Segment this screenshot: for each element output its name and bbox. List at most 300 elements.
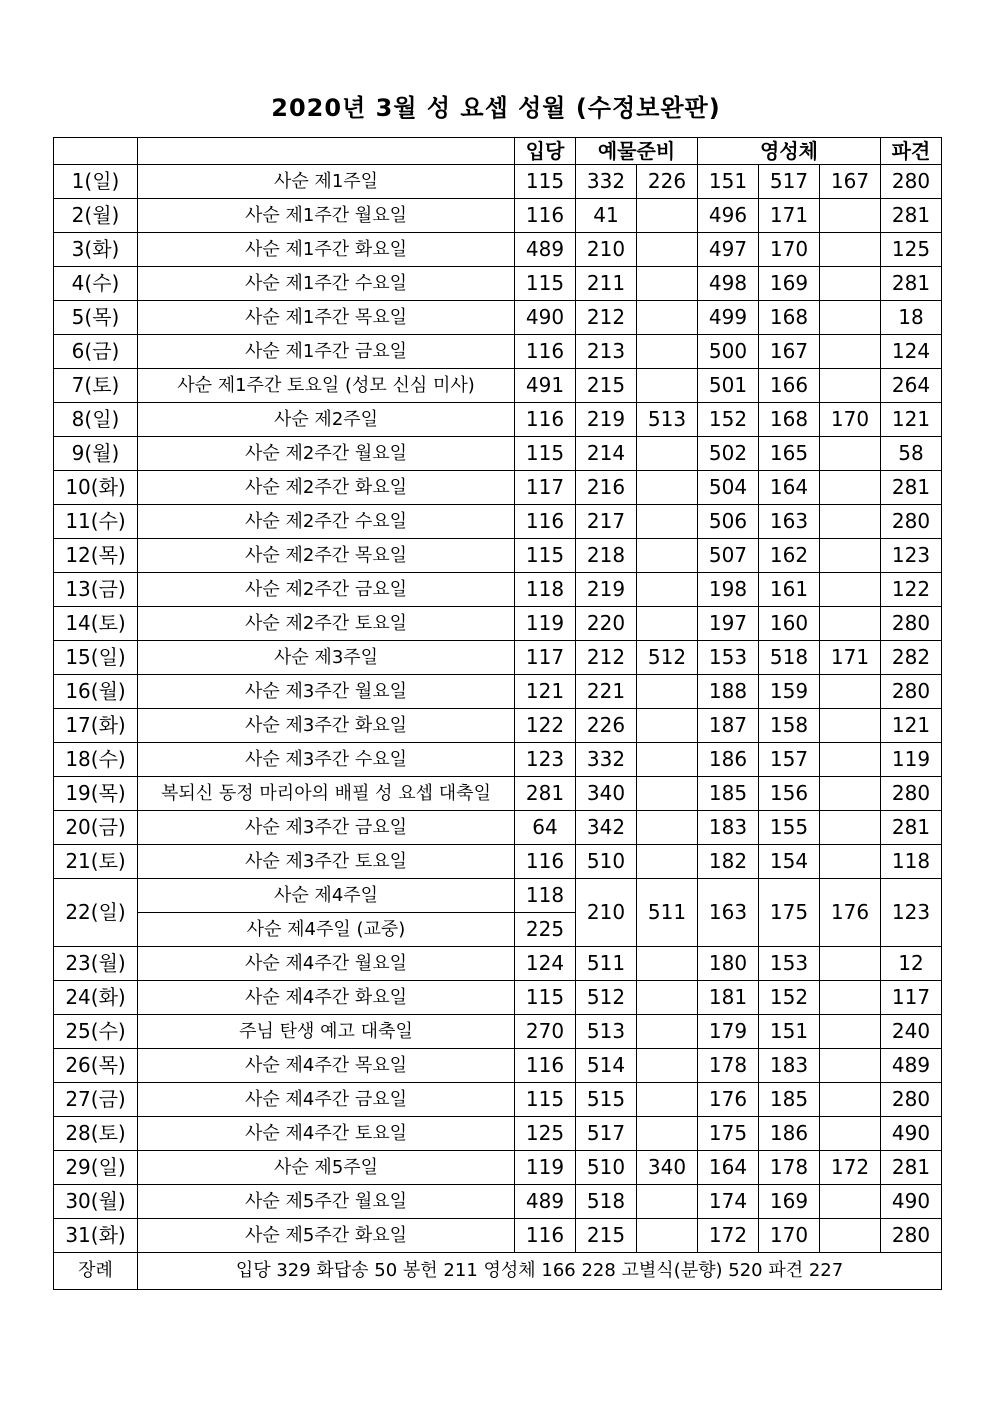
name-cell: 사순 제3주간 화요일: [138, 709, 515, 743]
dismissal-cell: 281: [881, 199, 942, 233]
funeral-text: 입당 329 화답송 50 봉헌 211 영성체 166 228 고별식(분향) 520 파견 227: [138, 1253, 942, 1290]
communion-cell-3: [820, 1185, 881, 1219]
offertory-cell-1: 213: [576, 335, 637, 369]
name-cell: 사순 제5주간 화요일: [138, 1219, 515, 1253]
communion-cell-2: 171: [759, 199, 820, 233]
entrance-cell: 115: [515, 165, 576, 199]
offertory-cell-1: 332: [576, 743, 637, 777]
dismissal-cell: 280: [881, 1083, 942, 1117]
communion-cell-2: 183: [759, 1049, 820, 1083]
dismissal-cell: 240: [881, 1015, 942, 1049]
communion-cell-1: 197: [698, 607, 759, 641]
table-row: [54, 709, 942, 743]
date-cell: 11(수): [54, 505, 138, 539]
table-row: [54, 1151, 942, 1185]
communion-cell-3: [820, 233, 881, 267]
communion-cell-3: [820, 947, 881, 981]
offertory-cell-1: 215: [576, 1219, 637, 1253]
communion-cell-3: [820, 1219, 881, 1253]
communion-cell-3: [820, 505, 881, 539]
offertory-cell-2: 226: [637, 165, 698, 199]
communion-cell-1: 187: [698, 709, 759, 743]
entrance-cell: 118: [515, 573, 576, 607]
name-cell: 사순 제4주간 토요일: [138, 1117, 515, 1151]
offertory-cell-2: [637, 573, 698, 607]
table-row: [54, 1219, 942, 1253]
communion-cell-2: 168: [759, 403, 820, 437]
dismissal-cell: 281: [881, 471, 942, 505]
date-cell: 23(월): [54, 947, 138, 981]
entrance-cell: 281: [515, 777, 576, 811]
dismissal-cell: 282: [881, 641, 942, 675]
offertory-cell-1: 218: [576, 539, 637, 573]
communion-cell-1: 499: [698, 301, 759, 335]
entrance-cell: 116: [515, 199, 576, 233]
communion-cell-3: [820, 1049, 881, 1083]
communion-cell-2: 162: [759, 539, 820, 573]
table-row: [54, 811, 942, 845]
offertory-cell-1: 210: [576, 879, 637, 947]
communion-cell-1: 176: [698, 1083, 759, 1117]
name-cell: 사순 제3주간 금요일: [138, 811, 515, 845]
date-cell: 16(월): [54, 675, 138, 709]
communion-cell-3: [820, 1015, 881, 1049]
date-cell: 3(화): [54, 233, 138, 267]
entrance-cell: 225: [515, 913, 576, 947]
funeral-label: 장례: [54, 1253, 138, 1290]
table-row: [54, 1049, 942, 1083]
name-cell: 사순 제1주일: [138, 165, 515, 199]
communion-cell-2: 518: [759, 641, 820, 675]
table-row-22a: [54, 879, 942, 913]
offertory-cell-2: [637, 437, 698, 471]
header-row: [54, 138, 942, 165]
communion-cell-2: 157: [759, 743, 820, 777]
entrance-cell: 116: [515, 403, 576, 437]
communion-cell-1: 152: [698, 403, 759, 437]
date-cell: 30(월): [54, 1185, 138, 1219]
offertory-cell-1: 215: [576, 369, 637, 403]
dismissal-cell: 121: [881, 403, 942, 437]
offertory-cell-1: 515: [576, 1083, 637, 1117]
communion-cell-1: 506: [698, 505, 759, 539]
entrance-cell: 489: [515, 233, 576, 267]
communion-cell-2: 169: [759, 267, 820, 301]
offertory-cell-2: [637, 1015, 698, 1049]
communion-cell-1: 175: [698, 1117, 759, 1151]
dismissal-cell: 280: [881, 777, 942, 811]
offertory-cell-2: 512: [637, 641, 698, 675]
name-cell: 사순 제4주간 목요일: [138, 1049, 515, 1083]
name-cell: 사순 제4주간 화요일: [138, 981, 515, 1015]
dismissal-cell: 58: [881, 437, 942, 471]
communion-cell-2: 175: [759, 879, 820, 947]
date-cell: 10(화): [54, 471, 138, 505]
offertory-cell-2: 511: [637, 879, 698, 947]
offertory-cell-2: [637, 845, 698, 879]
dismissal-cell: 124: [881, 335, 942, 369]
offertory-cell-1: 342: [576, 811, 637, 845]
communion-cell-3: [820, 743, 881, 777]
offertory-cell-2: [637, 539, 698, 573]
offertory-cell-1: 221: [576, 675, 637, 709]
communion-cell-3: [820, 437, 881, 471]
entrance-cell: 490: [515, 301, 576, 335]
communion-cell-3: 171: [820, 641, 881, 675]
offertory-cell-1: 219: [576, 403, 637, 437]
offertory-cell-2: [637, 1049, 698, 1083]
communion-cell-1: 501: [698, 369, 759, 403]
dismissal-cell: 12: [881, 947, 942, 981]
date-cell: 4(수): [54, 267, 138, 301]
name-cell: 사순 제2주간 수요일: [138, 505, 515, 539]
dismissal-cell: 117: [881, 981, 942, 1015]
entrance-cell: 123: [515, 743, 576, 777]
communion-cell-3: 167: [820, 165, 881, 199]
header-dismissal: 파견: [881, 138, 942, 165]
communion-cell-3: [820, 811, 881, 845]
name-cell: 사순 제3주간 토요일: [138, 845, 515, 879]
offertory-cell-2: [637, 1117, 698, 1151]
communion-cell-2: 169: [759, 1185, 820, 1219]
offertory-cell-2: [637, 369, 698, 403]
communion-cell-1: 174: [698, 1185, 759, 1219]
communion-cell-3: [820, 471, 881, 505]
communion-cell-2: 168: [759, 301, 820, 335]
offertory-cell-1: 214: [576, 437, 637, 471]
communion-cell-1: 185: [698, 777, 759, 811]
communion-cell-3: [820, 1083, 881, 1117]
header-offertory: 예물준비: [576, 138, 698, 165]
entrance-cell: 115: [515, 437, 576, 471]
entrance-cell: 117: [515, 471, 576, 505]
dismissal-cell: 280: [881, 675, 942, 709]
name-cell: 사순 제1주간 화요일: [138, 233, 515, 267]
date-cell: 21(토): [54, 845, 138, 879]
offertory-cell-2: [637, 607, 698, 641]
table-row: [54, 335, 942, 369]
offertory-cell-2: [637, 301, 698, 335]
offertory-cell-2: [637, 199, 698, 233]
offertory-cell-2: [637, 1219, 698, 1253]
communion-cell-3: [820, 607, 881, 641]
communion-cell-1: 151: [698, 165, 759, 199]
date-cell: 17(화): [54, 709, 138, 743]
communion-cell-2: 160: [759, 607, 820, 641]
table-row: [54, 199, 942, 233]
name-cell: 사순 제3주일: [138, 641, 515, 675]
entrance-cell: 115: [515, 981, 576, 1015]
communion-cell-2: 155: [759, 811, 820, 845]
name-cell: 사순 제1주간 월요일: [138, 199, 515, 233]
date-cell: 18(수): [54, 743, 138, 777]
date-cell: 12(목): [54, 539, 138, 573]
name-cell: 사순 제5주간 월요일: [138, 1185, 515, 1219]
offertory-cell-1: 510: [576, 1151, 637, 1185]
date-cell: 25(수): [54, 1015, 138, 1049]
communion-cell-1: 172: [698, 1219, 759, 1253]
dismissal-cell: 281: [881, 811, 942, 845]
communion-cell-1: 186: [698, 743, 759, 777]
table-row: [54, 743, 942, 777]
name-cell: 사순 제5주일: [138, 1151, 515, 1185]
date-cell: 6(금): [54, 335, 138, 369]
communion-cell-2: 156: [759, 777, 820, 811]
communion-cell-3: [820, 369, 881, 403]
hymn-schedule-table: [53, 137, 942, 1290]
offertory-cell-2: [637, 675, 698, 709]
communion-cell-2: 159: [759, 675, 820, 709]
offertory-cell-1: 511: [576, 947, 637, 981]
table-row: [54, 539, 942, 573]
date-cell: 27(금): [54, 1083, 138, 1117]
communion-cell-2: 153: [759, 947, 820, 981]
header-date: [54, 138, 138, 165]
offertory-cell-1: 211: [576, 267, 637, 301]
communion-cell-3: [820, 335, 881, 369]
communion-cell-3: [820, 539, 881, 573]
name-cell: 사순 제2주간 목요일: [138, 539, 515, 573]
offertory-cell-2: [637, 811, 698, 845]
name-cell: 사순 제3주간 수요일: [138, 743, 515, 777]
communion-cell-3: [820, 267, 881, 301]
name-cell: 사순 제1주간 수요일: [138, 267, 515, 301]
communion-cell-3: [820, 573, 881, 607]
offertory-cell-2: [637, 233, 698, 267]
date-cell: 2(월): [54, 199, 138, 233]
offertory-cell-2: [637, 335, 698, 369]
entrance-cell: 125: [515, 1117, 576, 1151]
offertory-cell-1: 212: [576, 641, 637, 675]
date-cell: 26(목): [54, 1049, 138, 1083]
header-entrance: 입당: [515, 138, 576, 165]
dismissal-cell: 280: [881, 505, 942, 539]
offertory-cell-1: 514: [576, 1049, 637, 1083]
communion-cell-1: 504: [698, 471, 759, 505]
dismissal-cell: 280: [881, 1219, 942, 1253]
table-row: [54, 981, 942, 1015]
date-cell: 24(화): [54, 981, 138, 1015]
entrance-cell: 489: [515, 1185, 576, 1219]
offertory-cell-2: [637, 1083, 698, 1117]
table-row: [54, 777, 942, 811]
communion-cell-3: [820, 777, 881, 811]
communion-cell-1: 178: [698, 1049, 759, 1083]
communion-cell-1: 500: [698, 335, 759, 369]
offertory-cell-1: 41: [576, 199, 637, 233]
entrance-cell: 117: [515, 641, 576, 675]
table-row: [54, 845, 942, 879]
communion-cell-3: [820, 845, 881, 879]
dismissal-cell: 280: [881, 607, 942, 641]
date-cell: 7(토): [54, 369, 138, 403]
offertory-cell-2: [637, 709, 698, 743]
communion-cell-1: 188: [698, 675, 759, 709]
entrance-cell: 124: [515, 947, 576, 981]
date-cell: 5(목): [54, 301, 138, 335]
offertory-cell-1: 513: [576, 1015, 637, 1049]
communion-cell-2: 154: [759, 845, 820, 879]
date-cell: 14(토): [54, 607, 138, 641]
table-row: [54, 233, 942, 267]
offertory-cell-1: 517: [576, 1117, 637, 1151]
offertory-cell-2: [637, 471, 698, 505]
communion-cell-3: [820, 675, 881, 709]
offertory-cell-2: [637, 777, 698, 811]
date-cell: 19(목): [54, 777, 138, 811]
name-cell: 사순 제4주일: [138, 879, 515, 913]
communion-cell-3: 172: [820, 1151, 881, 1185]
date-cell: 20(금): [54, 811, 138, 845]
header-communion: 영성체: [698, 138, 881, 165]
offertory-cell-1: 216: [576, 471, 637, 505]
dismissal-cell: 18: [881, 301, 942, 335]
communion-cell-1: 507: [698, 539, 759, 573]
offertory-cell-1: 332: [576, 165, 637, 199]
name-cell: 사순 제4주일 (교중): [138, 913, 515, 947]
table-row: [54, 301, 942, 335]
dismissal-cell: 119: [881, 743, 942, 777]
offertory-cell-1: 510: [576, 845, 637, 879]
entrance-cell: 270: [515, 1015, 576, 1049]
date-cell: 31(화): [54, 1219, 138, 1253]
offertory-cell-2: [637, 947, 698, 981]
offertory-cell-2: 340: [637, 1151, 698, 1185]
table-row: [54, 437, 942, 471]
communion-cell-2: 164: [759, 471, 820, 505]
communion-cell-2: 186: [759, 1117, 820, 1151]
header-name: [138, 138, 515, 165]
offertory-cell-1: 512: [576, 981, 637, 1015]
entrance-cell: 115: [515, 539, 576, 573]
communion-cell-2: 165: [759, 437, 820, 471]
table-row: [54, 505, 942, 539]
name-cell: 사순 제2주간 토요일: [138, 607, 515, 641]
communion-cell-1: 180: [698, 947, 759, 981]
name-cell: 사순 제1주간 금요일: [138, 335, 515, 369]
communion-cell-3: [820, 981, 881, 1015]
date-cell: 9(월): [54, 437, 138, 471]
dismissal-cell: 264: [881, 369, 942, 403]
communion-cell-3: 170: [820, 403, 881, 437]
offertory-cell-1: 217: [576, 505, 637, 539]
table-row: [54, 1185, 942, 1219]
date-cell: 15(일): [54, 641, 138, 675]
table-row: [54, 641, 942, 675]
dismissal-cell: 280: [881, 165, 942, 199]
communion-cell-2: 170: [759, 233, 820, 267]
table-row: [54, 675, 942, 709]
communion-cell-2: 158: [759, 709, 820, 743]
entrance-cell: 119: [515, 1151, 576, 1185]
communion-cell-1: 502: [698, 437, 759, 471]
entrance-cell: 122: [515, 709, 576, 743]
communion-cell-3: [820, 301, 881, 335]
table-row: [54, 165, 942, 199]
dismissal-cell: 281: [881, 1151, 942, 1185]
communion-cell-2: 163: [759, 505, 820, 539]
dismissal-cell: 123: [881, 879, 942, 947]
dismissal-cell: 118: [881, 845, 942, 879]
offertory-cell-2: [637, 743, 698, 777]
communion-cell-2: 166: [759, 369, 820, 403]
dismissal-cell: 125: [881, 233, 942, 267]
communion-cell-3: [820, 1117, 881, 1151]
name-cell: 복되신 동정 마리아의 배필 성 요셉 대축일: [138, 777, 515, 811]
communion-cell-2: 161: [759, 573, 820, 607]
name-cell: 사순 제4주간 월요일: [138, 947, 515, 981]
entrance-cell: 491: [515, 369, 576, 403]
communion-cell-1: 163: [698, 879, 759, 947]
name-cell: 사순 제3주간 월요일: [138, 675, 515, 709]
dismissal-cell: 122: [881, 573, 942, 607]
name-cell: 사순 제2주간 월요일: [138, 437, 515, 471]
name-cell: 사순 제2주일: [138, 403, 515, 437]
dismissal-cell: 123: [881, 539, 942, 573]
entrance-cell: 116: [515, 335, 576, 369]
entrance-cell: 64: [515, 811, 576, 845]
communion-cell-2: 170: [759, 1219, 820, 1253]
dismissal-cell: 490: [881, 1185, 942, 1219]
communion-cell-1: 496: [698, 199, 759, 233]
offertory-cell-2: [637, 1185, 698, 1219]
offertory-cell-1: 340: [576, 777, 637, 811]
entrance-cell: 118: [515, 879, 576, 913]
table-row: [54, 573, 942, 607]
entrance-cell: 121: [515, 675, 576, 709]
table-row: [54, 471, 942, 505]
entrance-cell: 116: [515, 505, 576, 539]
offertory-cell-1: 226: [576, 709, 637, 743]
communion-cell-1: 179: [698, 1015, 759, 1049]
communion-cell-1: 182: [698, 845, 759, 879]
offertory-cell-2: [637, 981, 698, 1015]
communion-cell-3: 176: [820, 879, 881, 947]
page-title: 2020년 3월 성 요셉 성월 (수정보완판): [271, 94, 721, 122]
entrance-cell: 116: [515, 1049, 576, 1083]
entrance-cell: 116: [515, 1219, 576, 1253]
date-cell: 29(일): [54, 1151, 138, 1185]
offertory-cell-1: 210: [576, 233, 637, 267]
communion-cell-2: 152: [759, 981, 820, 1015]
communion-cell-1: 497: [698, 233, 759, 267]
offertory-cell-1: 220: [576, 607, 637, 641]
communion-cell-2: 167: [759, 335, 820, 369]
communion-cell-1: 181: [698, 981, 759, 1015]
name-cell: 사순 제1주간 토요일 (성모 신심 미사): [138, 369, 515, 403]
dismissal-cell: 490: [881, 1117, 942, 1151]
name-cell: 사순 제2주간 금요일: [138, 573, 515, 607]
table-row: [54, 1117, 942, 1151]
date-cell: 22(일): [54, 879, 138, 947]
communion-cell-3: [820, 709, 881, 743]
date-cell: 28(토): [54, 1117, 138, 1151]
table-row: [54, 607, 942, 641]
funeral-row: [54, 1253, 942, 1290]
offertory-cell-1: 518: [576, 1185, 637, 1219]
name-cell: 사순 제2주간 화요일: [138, 471, 515, 505]
entrance-cell: 115: [515, 267, 576, 301]
date-cell: 1(일): [54, 165, 138, 199]
table-row: [54, 369, 942, 403]
communion-cell-2: 517: [759, 165, 820, 199]
communion-cell-2: 151: [759, 1015, 820, 1049]
communion-cell-1: 198: [698, 573, 759, 607]
entrance-cell: 115: [515, 1083, 576, 1117]
table-row: [54, 403, 942, 437]
name-cell: 주님 탄생 예고 대축일: [138, 1015, 515, 1049]
date-cell: 13(금): [54, 573, 138, 607]
